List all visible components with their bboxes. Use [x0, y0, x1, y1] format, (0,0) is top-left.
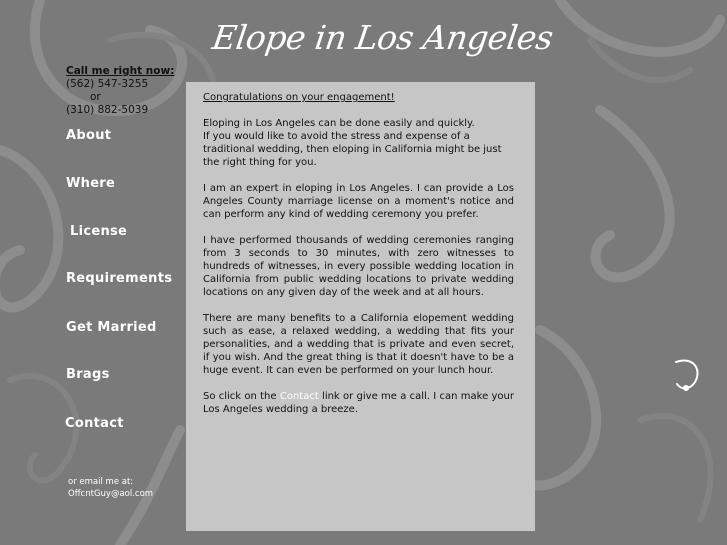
site-title: Elope in Los Angeles — [209, 18, 556, 57]
phone-number-secondary[interactable]: (310) 882-5039 — [66, 104, 149, 116]
congrats-heading: Congratulations on your engagement! — [203, 92, 395, 103]
intro-line-1: Eloping in Los Angeles can be done easily and quickly. — [203, 118, 475, 129]
cta-text-after: link or give me a call. I can make your Los Angeles wedding a breeze. — [203, 391, 514, 415]
nav-get-married[interactable]: Get Married — [66, 320, 157, 335]
phone-contact-block — [66, 65, 186, 117]
expert-paragraph: I am an expert in eloping in Los Angeles. I can provide a Los Angeles County marriage license on a moment's notice and can perform any kind of wedding ceremony you prefer. — [203, 183, 514, 220]
email-label: or email me at: — [68, 477, 134, 487]
email-contact-block — [68, 476, 178, 500]
phone-number-primary[interactable]: (562) 547-3255 — [66, 78, 149, 90]
nav-contact[interactable]: Contact — [65, 416, 124, 431]
call-to-action-paragraph — [203, 390, 514, 416]
intro-paragraph — [203, 117, 514, 169]
cta-text-before: So click on the — [203, 391, 280, 402]
nav-license[interactable]: License — [70, 224, 128, 239]
email-address-link[interactable]: OffcntGuy@aol.com — [68, 489, 154, 499]
call-label: Call me right now: — [66, 65, 175, 77]
nav-about[interactable]: About — [66, 128, 112, 143]
contact-inline-link[interactable]: Contact — [279, 391, 319, 402]
main-content-panel — [186, 82, 535, 531]
benefits-paragraph: There are many benefits to a California elopement wedding such as ease, a relaxed wedding, a wedding that fits your personalities, and a wedding that is private and even secret, if you wish. And the great thing is that it doesn't have to be a huge event. It can even be performed on your lunch hour. — [203, 313, 514, 376]
experience-paragraph: I have performed thousands of wedding ceremonies ranging from 3 seconds to 30 minutes, with zero witnesses to hundreds of witnesses, in every possible wedding location in California from public wedding locations to private wedding locations on any given day of the week and at all hours. — [203, 235, 514, 298]
nav-where[interactable]: Where — [66, 176, 116, 191]
phone-or-text: or — [90, 91, 101, 103]
intro-line-2: If you would like to avoid the stress and expense of a traditional wedding, then eloping in California might be just the right thing for you. — [203, 131, 502, 168]
nav-brags[interactable]: Brags — [66, 367, 110, 382]
nav-requirements[interactable]: Requirements — [66, 271, 173, 286]
